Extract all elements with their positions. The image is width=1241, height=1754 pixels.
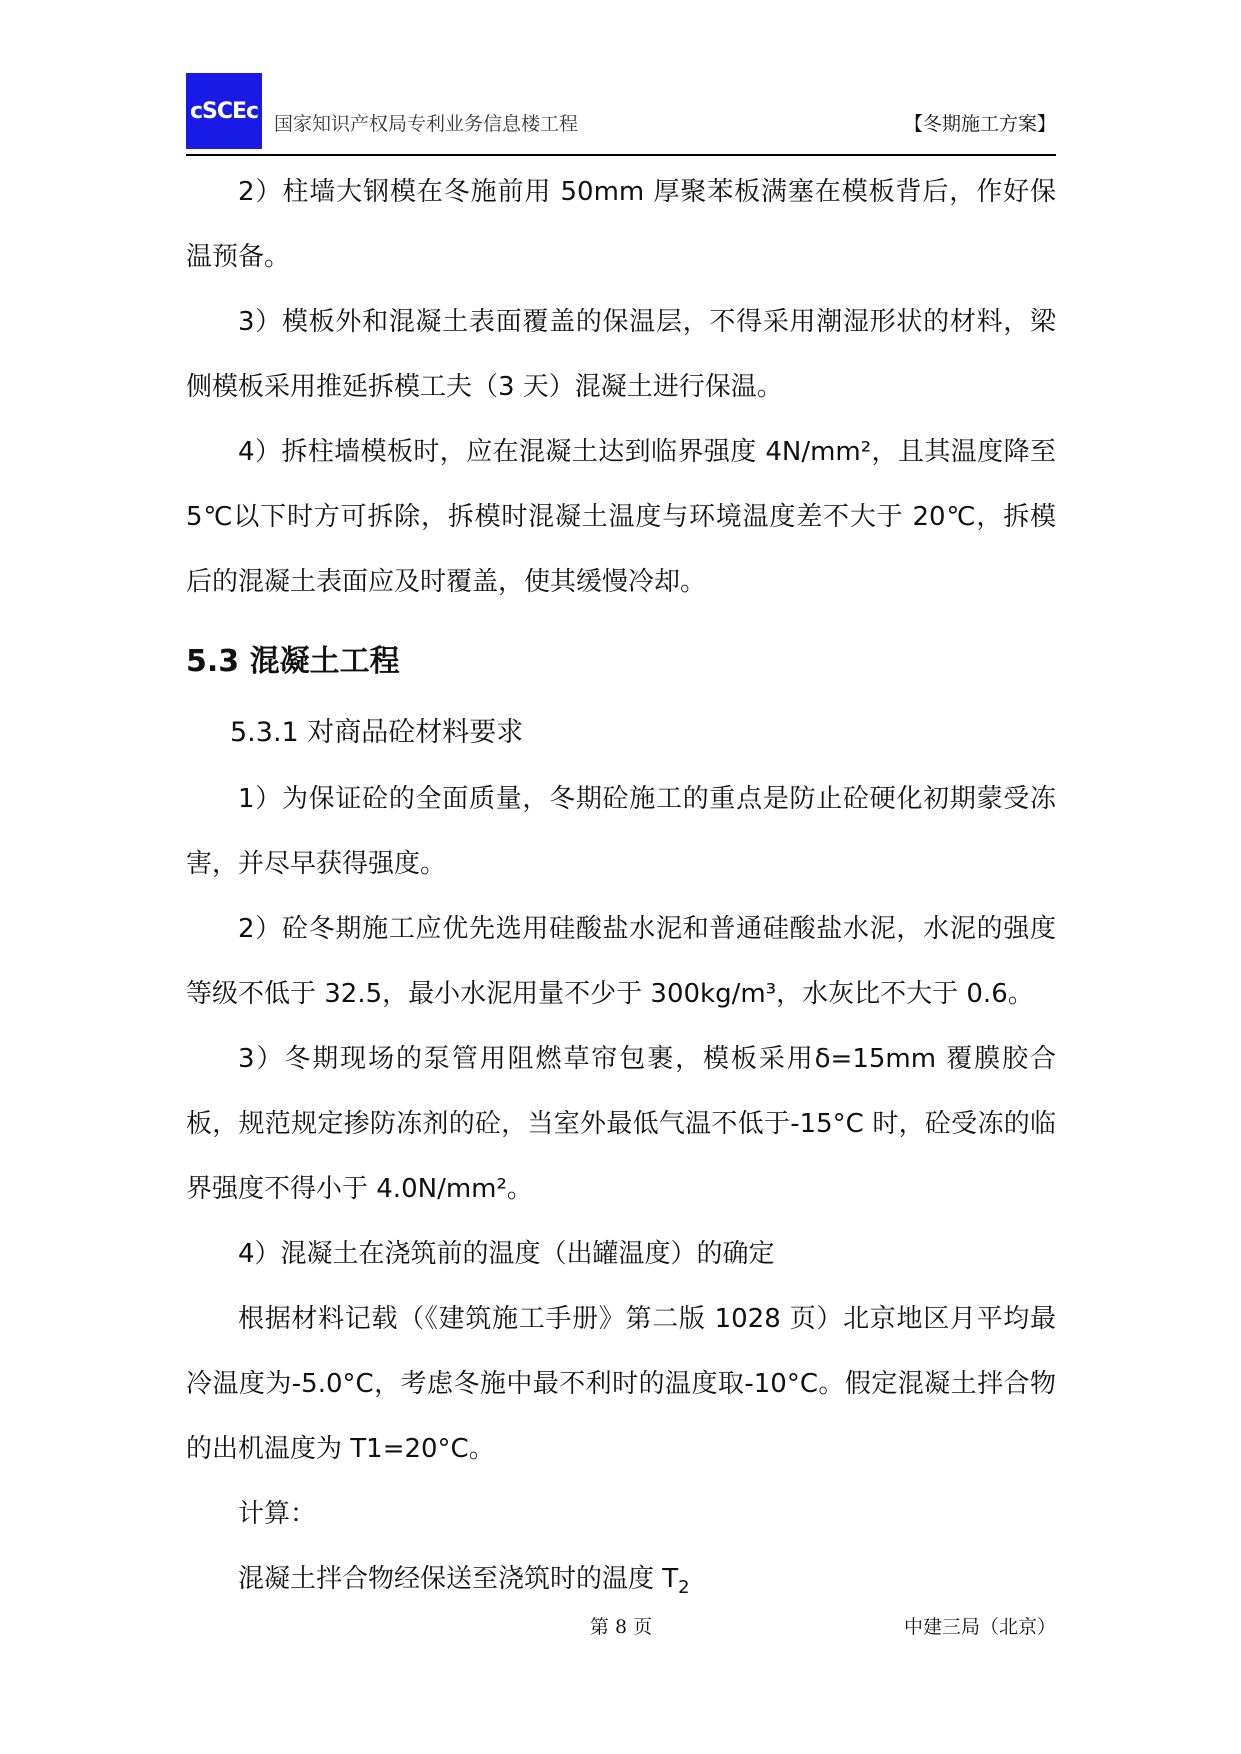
- section-heading: 5.3 混凝土工程: [186, 644, 400, 679]
- page-footer: [186, 1612, 1056, 1642]
- header-divider: [186, 154, 1056, 156]
- paragraph-9: 计算：: [238, 1499, 317, 1529]
- page-header: [186, 73, 1056, 157]
- paragraph-10-subscript: 2: [678, 1577, 690, 1599]
- paragraph-2: 3）模板外和混凝土表面覆盖的保温层，不得采用潮湿形状的材料，梁侧模板采用推延拆模工夫（3 天）混凝土进行保温。: [186, 307, 1056, 402]
- subsection-heading: 5.3.1 对商品砼材料要求: [230, 717, 524, 748]
- paragraph-5: 2）砼冬期施工应优先选用硅酸盐水泥和普通硅酸盐水泥，水泥的强度等级不低于 32.5，最小水泥用量不少于 300kg/m³，水灰比不大于 0.6。: [186, 914, 1056, 1009]
- page-number: 第 8 页: [589, 1616, 653, 1638]
- company-logo: cSCEc: [186, 73, 262, 149]
- paragraph-10: [186, 1547, 1056, 1620]
- paragraph-7: 4）混凝土在浇筑前的温度（出罐温度）的确定: [238, 1239, 775, 1269]
- project-name: 国家知识产权局专利业务信息楼工程: [274, 113, 579, 135]
- company-name: 中建三局（北京）: [903, 1616, 1056, 1638]
- page-content: [186, 160, 1056, 1620]
- paragraph-3: 4）拆柱墙模板时，应在混凝土达到临界强度 4N/mm²，且其温度降至 5℃以下时方可拆除，拆模时混凝土温度与环境温度差不大于 20℃，拆模后的混凝土表面应及时覆盖，使其缓慢冷却。: [186, 437, 1056, 597]
- paragraph-8: 根据材料记载（《建筑施工手册》第二版 1028 页）北京地区月平均最冷温度为-5.0°C，考虑冬施中最不利时的温度取-10°C。假定混凝土拌合物的出机温度为 T1=20°C。: [186, 1304, 1056, 1464]
- paragraph-6: 3）冬期现场的泵管用阻燃草帘包裹，模板采用δ=15mm 覆膜胶合板，规范规定掺防冻剂的砼，当室外最低气温不低于-15°C 时，砼受冻的临界强度不得小于 4.0N/mm²。: [186, 1044, 1056, 1204]
- document-title: 【冬期施工方案】: [903, 113, 1056, 135]
- paragraph-1: 2）柱墙大钢模在冬施前用 50mm 厚聚苯板满塞在模板背后，作好保温预备。: [186, 177, 1056, 272]
- paragraph-10-text: 混凝土拌合物经保送至浇筑时的温度 T: [238, 1564, 679, 1594]
- paragraph-4: 1）为保证砼的全面质量，冬期砼施工的重点是防止砼硬化初期蒙受冻害，并尽早获得强度。: [186, 784, 1056, 879]
